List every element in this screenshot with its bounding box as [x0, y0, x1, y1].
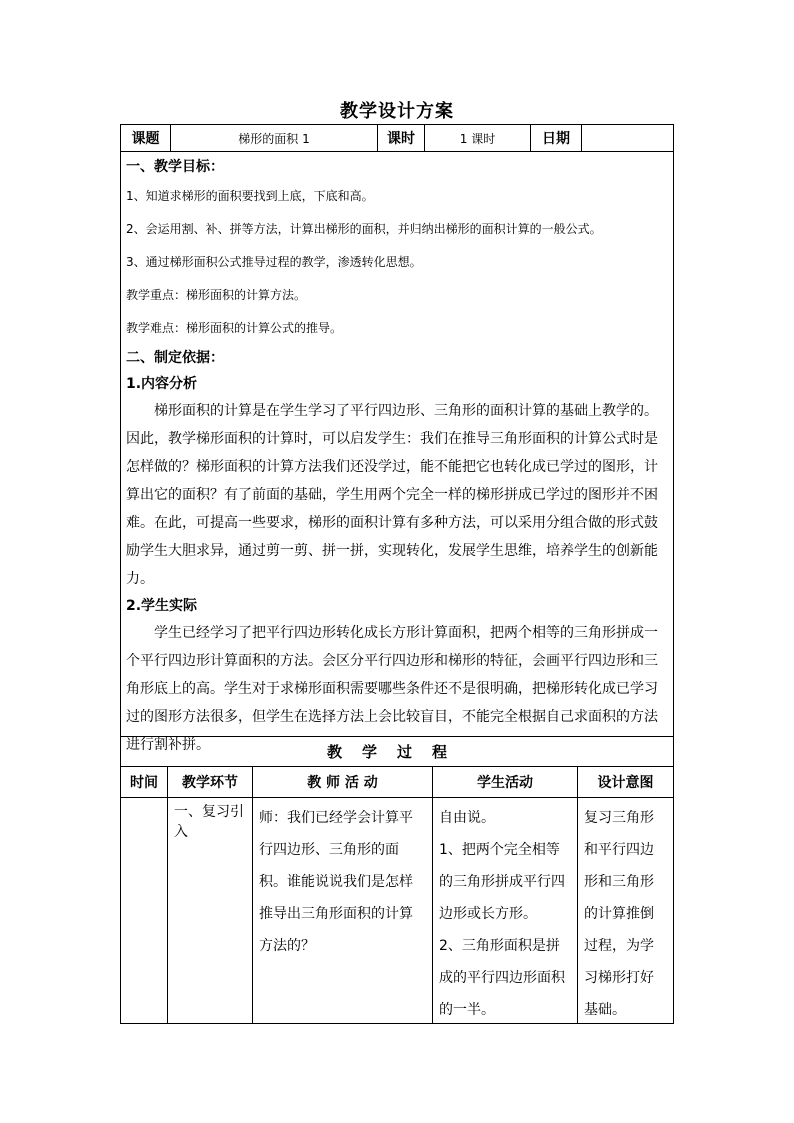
- student-situation-heading: 2.学生实际: [126, 598, 198, 614]
- intent-header: 设计意图: [578, 767, 673, 798]
- topic-label: 课题: [121, 125, 171, 151]
- student-header: 学生活动: [433, 767, 577, 798]
- topic-value: 梯形的面积 1: [171, 125, 378, 151]
- process-table: [121, 767, 673, 1023]
- header-row: [121, 125, 673, 152]
- key-point: 教学重点：梯形面积的计算方法。: [126, 288, 307, 302]
- time-column: [121, 767, 168, 1023]
- teacher-column: [253, 767, 433, 1023]
- teacher-header: 教 师 活 动: [253, 767, 432, 798]
- stage-column: [168, 767, 253, 1023]
- period-value: 1 课时: [425, 125, 531, 151]
- goal-item: 2、会运用割、补、拼等方法，计算出梯形的面积，并归纳出梯形的面积计算的一般公式。: [126, 222, 602, 236]
- stage-header: 教学环节: [168, 767, 252, 798]
- process-heading: 教学过程: [121, 737, 673, 767]
- intent-column: [578, 767, 673, 1023]
- document-title: 教学设计方案: [340, 101, 454, 122]
- basis-heading: 二、制定依据：: [126, 350, 224, 366]
- intent-cell: 复习三角形和平行四边形和三角形的计算推倒过程，为学习梯形打好基础。: [584, 810, 654, 1018]
- difficult-point: 教学难点：梯形面积的计算公式的推导。: [126, 321, 343, 335]
- date-value: [582, 125, 673, 151]
- student-cell: 自由说。 1、把两个完全相等的三角形拼成平行四边形或长方形。 2、三角形面积是拼成的平行四边形面积的一半。: [439, 810, 565, 1018]
- content-analysis-heading: 1.内容分析: [126, 376, 198, 392]
- goal-item: 3、通过梯形面积公式推导过程的教学，渗透转化思想。: [126, 255, 422, 269]
- period-label: 课时: [378, 125, 425, 151]
- student-column: [433, 767, 578, 1023]
- lesson-plan-table: [120, 124, 674, 1024]
- stage-cell: 一、复习引入: [174, 804, 244, 840]
- content-analysis-text: 梯形面积的计算是在学生学习了平行四边形、三角形的面积计算的基础上教学的。因此，教学梯形面积的计算时，可以启发学生：我们在推导三角形面积的计算公式时是怎样做的？梯形面积的计算方法我们还没学过，能不能把它也转化成已学过的图形，计算出它的面积？有了前面的基础，学生用两个完全一样的梯形拼成已学过的图形并不困难。在此，可提高一些要求，梯形的面积计算有多种方法，可以采用分组合做的形式鼓励学生大胆求异，通过剪一剪、拼一拼，实现转化，发展学生思维，培养学生的创新能力。: [126, 403, 658, 587]
- goals-heading: 一、教学目标：: [126, 159, 224, 175]
- time-cell: [121, 798, 167, 1023]
- date-label: 日期: [531, 125, 582, 151]
- goal-item: 1、知道求梯形的面积要找到上底，下底和高。: [126, 189, 374, 203]
- time-header: 时间: [121, 767, 167, 798]
- teacher-cell: 师：我们已经学会计算平行四边形、三角形的面积。谁能说说我们是怎样推导出三角形面积的计算方法的？: [259, 810, 413, 954]
- student-situation-text: 学生已经学习了把平行四边形转化成长方形计算面积，把两个相等的三角形拼成一个平行四边形计算面积的方法。会区分平行四边形和梯形的特征，会画平行四边形和三角形底上的高。学生对于求梯形面积需要哪些条件还不是很明确，把梯形转化成已学习过的图形方法很多，但学生在选择方法上会比较盲目，不能完全根据自己求面积的方法进行割补拼。: [126, 625, 658, 753]
